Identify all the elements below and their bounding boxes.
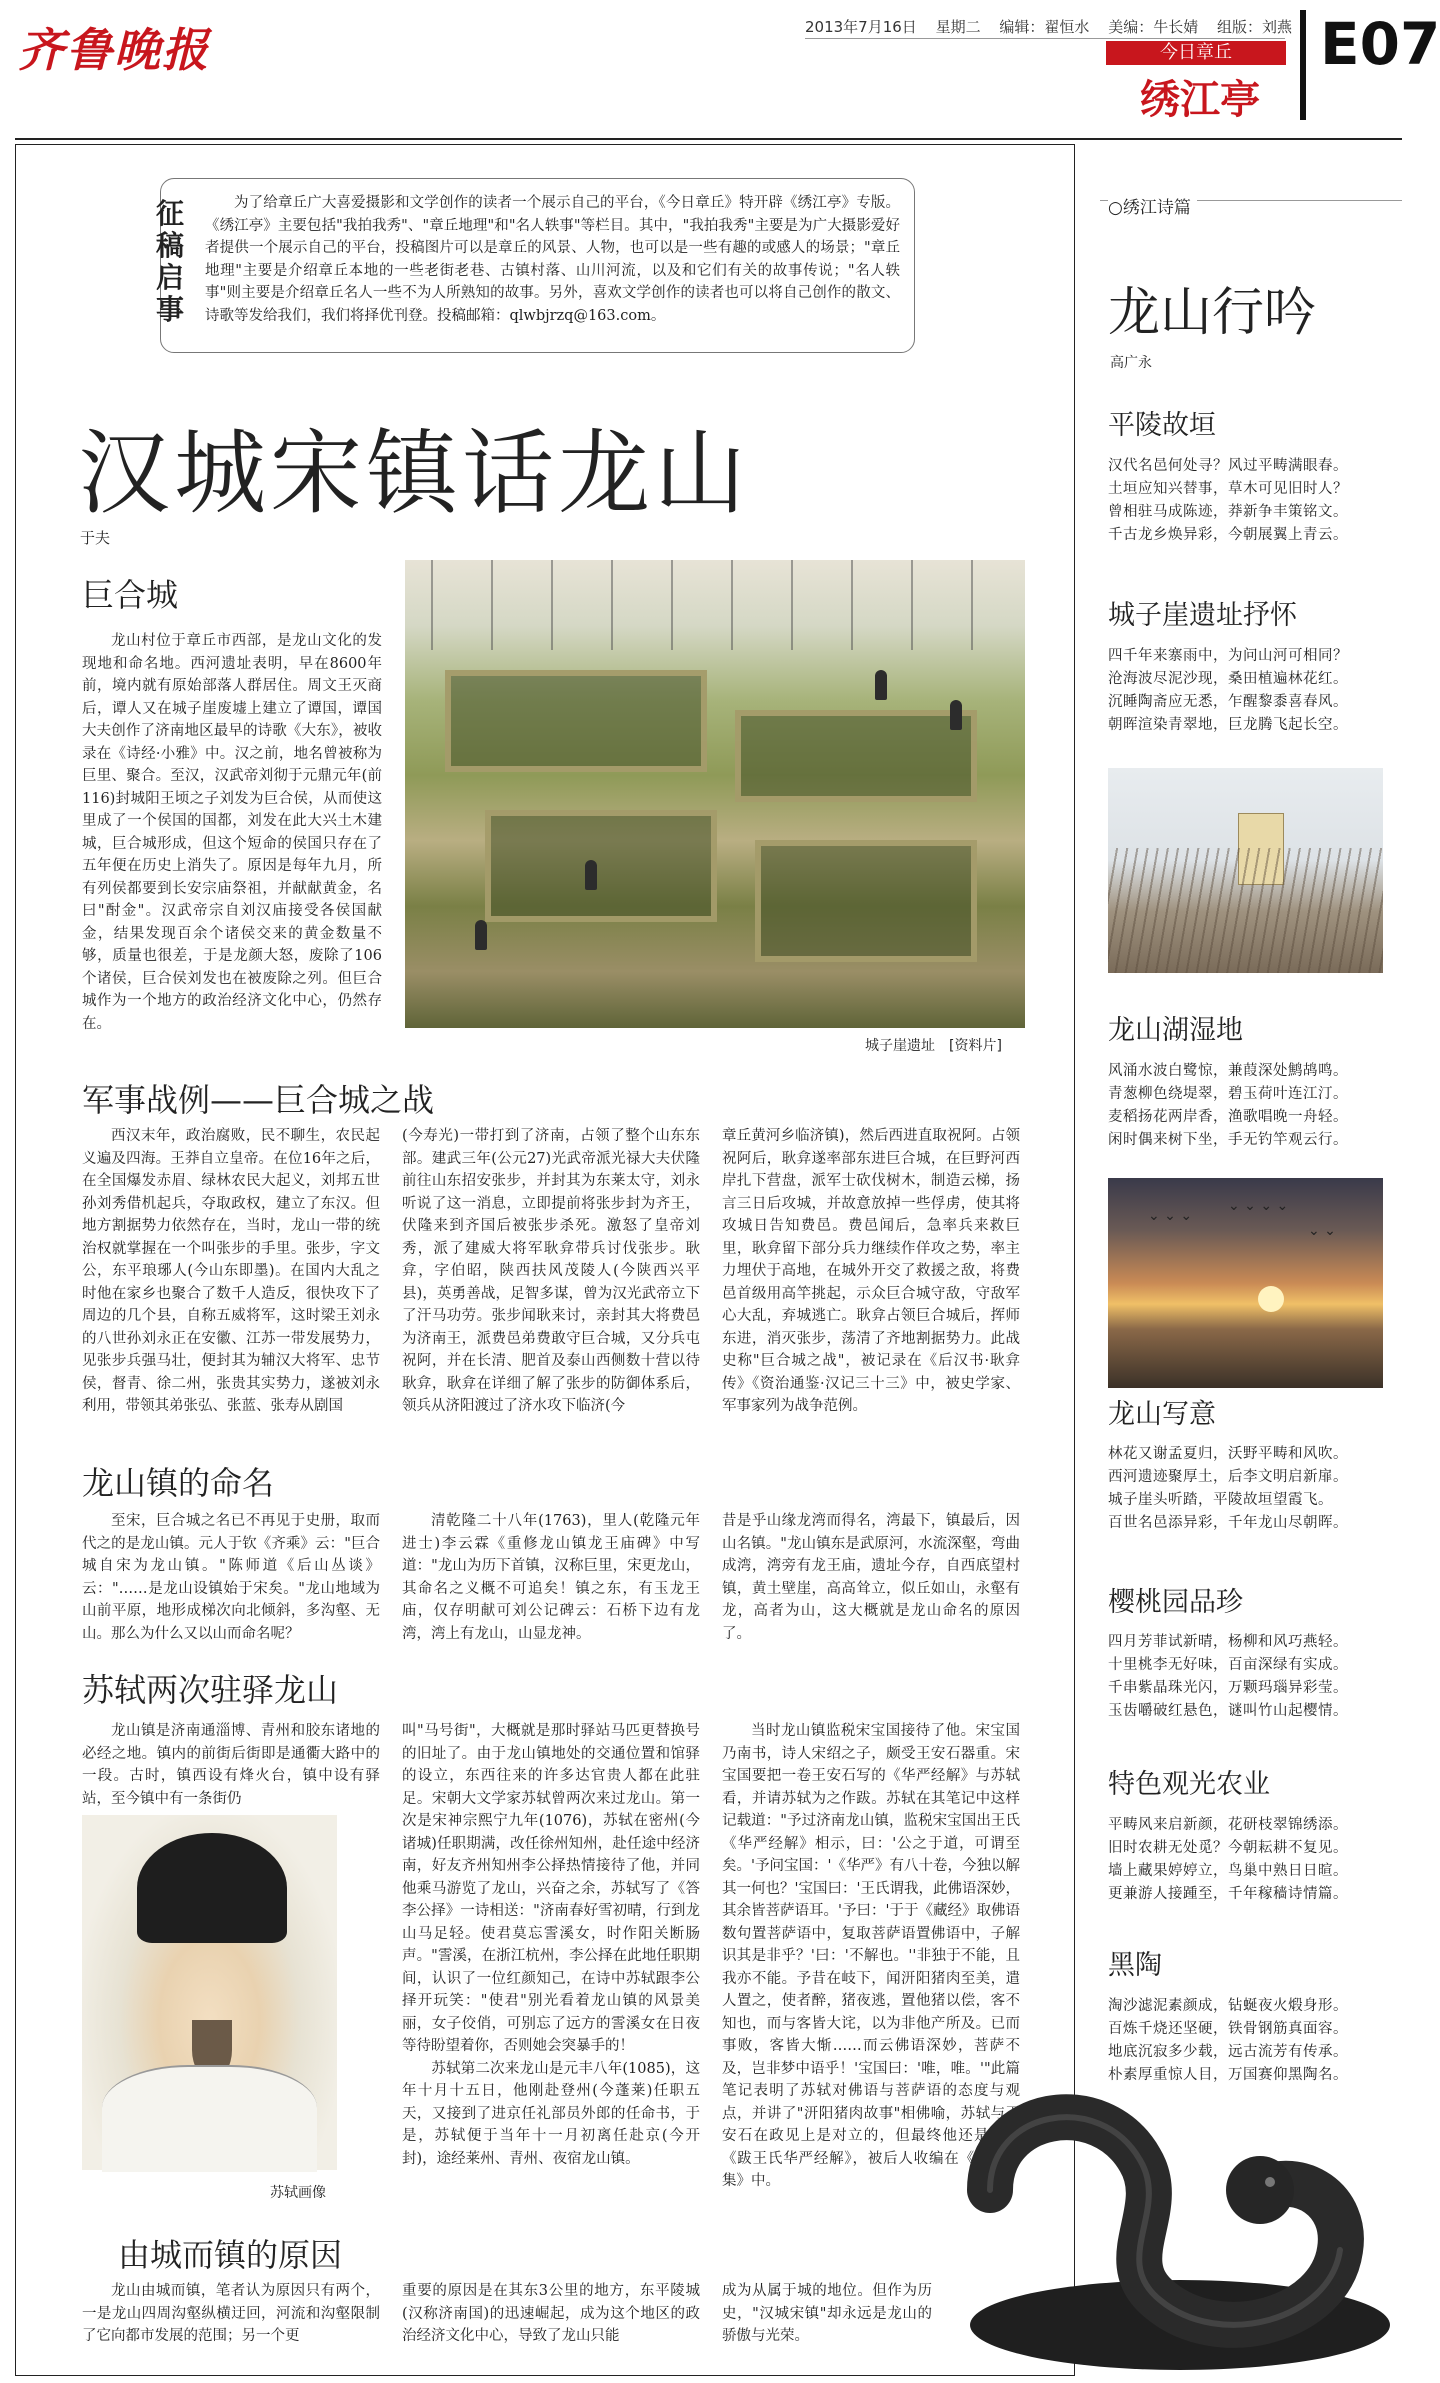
section-text-reason-col2: 重要的原因是在其东3公里的地方，东平陵城(汉称济南国)的迅速崛起，成为这个地区的政治经济文化中心，导致了龙山只能	[402, 2283, 700, 2344]
section-text-naming-col1: 至宋，巨合城之名已不再见于史册，取而代之的是龙山镇。元人于钦《齐乘》云："巨合城自宋为龙山镇。"陈师道《后山丛谈》云："……是龙山设镇始于宋矣。"龙山地域为山前平原，地形成梯次向北倾斜，多沟壑、无山。那么为什么又以山而命名呢？	[82, 1513, 380, 1642]
poem-line: 林花又谢孟夏归，沃野平畴和风吹。	[1108, 1446, 1348, 1462]
poem-line: 青葱柳色绕堤翠，碧玉荷叶连江汀。	[1108, 1086, 1348, 1102]
chengziya-site-photo	[405, 560, 1025, 1028]
poem-body	[1108, 1814, 1348, 1906]
poem-title: 黑陶	[1108, 1950, 1162, 1981]
poem-body	[1108, 455, 1348, 547]
portrait-hat	[137, 1833, 287, 1943]
poem-line: 十里桃李无好味，百亩深绿有实成。	[1108, 1657, 1348, 1673]
poem-line: 平畴风来启新颜，花研枝翠锦绣添。	[1108, 1817, 1348, 1833]
poem-line: 西河遗迹聚厚土，后李文明启新扉。	[1108, 1469, 1348, 1485]
call-for-papers-label: 征稿启事	[155, 197, 184, 326]
photo-trench	[755, 840, 977, 962]
poem-line: 百世名邑添异彩，千年龙山尽朝晖。	[1108, 1515, 1348, 1531]
editor-credit: 编辑：翟恒水	[999, 18, 1090, 36]
section-heading-battle: 军事战例——巨合城之战	[82, 1081, 435, 1119]
poem-line: 淘沙滤泥素颜成，钻蜒夜火煅身形。	[1108, 1998, 1348, 2014]
photo-trees	[405, 560, 1025, 650]
issue-weekday: 星期二	[935, 18, 981, 36]
city-gate-photo	[1108, 768, 1383, 973]
poem-line: 朴素厚重惊人目，万国赛仰黑陶名。	[1108, 2067, 1348, 2083]
dragon-head	[1226, 2156, 1294, 2224]
photo-trench	[735, 710, 977, 802]
section-text-sushi-col3: 当时龙山镇监税宋宝国接待了他。宋宝国乃南书，诗人宋绍之子，颇受王安石器重。宋宝国要把一卷王安石写的《华严经解》与苏轼看，并请苏轼为之作跋。苏轼在其笔记中这样记载道："予过济南龙山镇，监税宋宝国出王氏《华严经解》相示，曰：'公之于道，可谓至矣。'予问宝国：'《华严》有八十卷，今独以解其一何也？'宝国曰：'王氏谓我，此佛语深妙，其余皆菩萨语耳。'予曰：'于于《藏经》取佛语数句置菩萨语中，复取菩萨语置佛语中，子解识其是非乎？'曰：'不解也。''非独于不能，且我亦不能。予昔在岐下，闻汧阳猪肉至美，遣人置之，使者醉，猪夜逃，置他猪以偿，客不知也，而与客皆大诧，以为非他产所及。已而事败，客皆大惭……而云佛语深妙，菩萨不及，岂非梦中语乎！'宝国曰：'唯，唯。'"此篇笔记表明了苏轼对佛语与菩萨语的态度与观点，并讲了"汧阳猪肉故事"相佛喻，苏轼与王安石在政见上是对立的，但最终他还是作了《跋王氏华严经解》，被后人收编在《苏轼文集》中。	[722, 1723, 1020, 2189]
poem-line: 土垣应知兴替事，草木可见旧时人？	[1108, 481, 1348, 497]
dragon-eye	[1265, 2177, 1275, 2187]
poem-body	[1108, 1060, 1348, 1152]
poem-line: 朝晖渲染青翠地，巨龙腾飞起长空。	[1108, 717, 1348, 733]
poem-line: 沧海波尽泥沙现，桑田植遍林花红。	[1108, 671, 1348, 687]
section-text-juhe: 龙山村位于章丘市西部，是龙山文化的发现地和命名地。西河遗址表明，早在8600年前，境内就有原始部落人群居住。周文王灭商后，谭人又在城子崖废墟上建立了谭国，谭国大夫创作了济南地区最早的诗歌《大东》，被收录在《诗经·小雅》中。汉之前，地名曾被称为巨里、聚合。至汉，汉武帝刘彻于元鼎元年(前116)封城阳王顷之子刘发为巨合侯，从而使这里成了一个侯国的国都，刘发在此大兴土木建城，巨合城形成，但这个短命的侯国只存在了五年便在历史上消失了。原因是每年九月，所有列侯都要到长安宗庙祭祖，并献献黄金，名曰"酎金"。汉武帝宗自刘汉庙接受各侯国献金，结果发现百余个诸侯交来的黄金数量不够，质量也很差，于是龙颜大怒，废除了106个诸侯，巨合侯刘发也在被废除之列。但巨合城作为一个地方的政治经济文化中心，仍然存在。	[82, 633, 382, 1032]
poem-body	[1108, 645, 1348, 737]
poem-title: 龙山写意	[1108, 1399, 1216, 1430]
section-text-reason-col1: 龙山由城而镇，笔者认为原因只有两个，一是龙山四周沟壑纵横迂回，河流和沟壑限制了它向都市发展的范围；另一个更	[82, 2283, 380, 2344]
poem-line: 更兼游人接踵至，千年稼穑诗情篇。	[1108, 1886, 1348, 1902]
poem-line: 旧时农耕无处觅？今朝耘耕不复见。	[1108, 1840, 1348, 1856]
photo-bird: ⌄ ⌄ ⌄ ⌄	[1228, 1198, 1289, 1214]
poem-line: 玉齿嚼破红悬色，谜叫竹山起樱情。	[1108, 1703, 1348, 1719]
section-heading-juhe: 巨合城	[82, 576, 179, 614]
section-heading-reason: 由城而镇的原因	[118, 2236, 343, 2274]
section-name: 绣江亭	[1140, 77, 1260, 123]
photo-person	[950, 700, 962, 730]
poem-title: 城子崖遗址抒怀	[1108, 600, 1297, 631]
poem-line: 墙上藏果婷婷立，鸟巢中熟日日暄。	[1108, 1863, 1348, 1879]
photo-bird: ⌄ ⌄ ⌄	[1148, 1208, 1193, 1224]
section-text-battle-col1: 西汉末年，政治腐败，民不聊生，农民起义遍及四海。王莽自立皇帝。在位16年之后，在全国爆发赤眉、绿林农民大起义，刘邦五世孙刘秀借机起兵，夺取政权，建立了东汉。但地方割据势力依然存在，当时，龙山一带的统治权就掌握在一个叫张步的手里。张步，字文公，东平琅琊人(今山东即墨)。在国内大乱之时他在家乡也聚合了数千人造反，很快攻下了周边的几个县，自称五威将军，这时梁王刘永的八世孙刘永正在安徽、江苏一带发展势力，见张步兵强马壮，便封其为辅汉大将军、忠节侯，督青、徐二州，张贵其实势力，遂被刘永利用，带领其弟张弘、张蓝、张寿从剧国	[82, 1128, 380, 1414]
poem-line: 汉代名邑何处寻？风过平畴满眼春。	[1108, 458, 1348, 474]
black-pottery-dragon-image	[930, 2070, 1410, 2380]
poem-title: 平陵故垣	[1108, 410, 1216, 441]
section-heading-naming: 龙山镇的命名	[82, 1464, 275, 1502]
section-text-battle-col2: (今寿光)一带打到了济南，占领了整个山东东部。建武三年(公元27)光武帝派光禄大夫伏隆前往山东招安张步，并封其为东莱太守，刘永听说了这一消息，立即提前将张步封为齐王，伏隆来到齐国后被张步杀死。激怒了皇帝刘秀，派了建威大将军耿弇带兵讨伐张步。耿弇，字伯昭，陕西扶风茂陵人(今陕西兴平县)，英勇善战，足智多谋，曾为汉光武帝立下了汗马功劳。张步闻耿来讨，亲封其大将费邑为济南王，派费邑弟费敢守巨合城，又分兵屯祝阿，并在长清、肥首及泰山西侧数十营以待耿弇，耿弇在详细了解了张步的防御体系后，领兵从济阳渡过了济水攻下临济(今	[402, 1128, 700, 1414]
circle-icon: ○	[1108, 198, 1123, 218]
layout-editor-credit: 组版：刘燕	[1216, 18, 1292, 36]
poem-line: 千古龙乡焕异彩，今朝展翼上青云。	[1108, 527, 1348, 543]
poem-title: 樱桃园品珍	[1108, 1587, 1243, 1618]
article-byline: 于夫	[80, 529, 111, 547]
sidebar-column-label	[1108, 193, 1197, 218]
sushi-portrait	[82, 1815, 337, 2170]
section-text-reason-col3: 成为从属于城的地位。但作为历史，"汉城宋镇"却永远是龙山的骄傲与光荣。	[722, 2283, 932, 2344]
article-title: 汉城宋镇话龙山	[78, 420, 751, 527]
photo-person	[875, 670, 887, 700]
page-divider-bar	[1300, 10, 1306, 120]
portrait-robe	[102, 2065, 317, 2172]
photo-sun	[1258, 1286, 1284, 1312]
sidebar-title: 龙山行吟	[1108, 283, 1317, 343]
page-number: E07	[1320, 10, 1440, 78]
section-text-sushi-col2: 叫"马号街"，大概就是那时驿站马匹更替换号的旧址了。由于龙山镇地处的交通位置和馆驿的设立，东西往来的许多达官贵人都在此驻足。宋朝大文学家苏轼曾两次来过龙山。第一次是宋神宗熙宁九年(1076)，苏轼在密州(今诸城)任职期满，改任徐州知州，赴任途中经济南，好友齐州知州李公择热情接待了他，并同他乘马游览了龙山，兴奋之余，苏轼写了《答李公择》一诗相送："济南春好雪初晴，行到龙山马足轻。使君莫忘霅溪女，时作阳关断肠声。"霅溪，在浙江杭州，李公择在此地任职期间，认识了一位红颜知己，在诗中苏轼跟李公择开玩笑："使君"别光看着龙山镇的风景美丽，女子佼俏，可别忘了远方的霅溪女在日夜等待盼望着你，否则她会突暴手的！ 苏轼第二次来龙山是元丰八年(1085)，这年十月十五日，他刚赴登州(今蓬莱)任职五天，又接到了进京任礼部员外郎的任命书，于是，苏轼便于当年十一月初离任赴京(今开封)，途经莱州、青州、夜宿龙山镇。	[402, 1723, 700, 2167]
poem-body	[1108, 1995, 1348, 2087]
poem-body	[1108, 1443, 1348, 1535]
poem-body	[1108, 1631, 1348, 1723]
photo-bird: ⌄ ⌄	[1308, 1223, 1336, 1239]
wetland-sunset-photo	[1108, 1178, 1383, 1388]
top-rule	[15, 138, 1402, 140]
photo-trench	[485, 810, 717, 922]
section-text-naming-col3: 昔是乎山缘龙湾而得名，湾最下，镇最后，因山名镇。"龙山镇东是武原河，水流深壑，弯曲成湾，湾旁有龙王庙，遗址今存，自西底望村镇，黄土壁崖，高高耸立，似丘如山，永壑有龙，高者为山，这大概就是龙山命名的原因了。	[722, 1513, 1020, 1642]
poem-title: 龙山湖湿地	[1108, 1015, 1243, 1046]
photo-caption: 城子崖遗址 [资料片]	[865, 1038, 1002, 1054]
poem-line: 四千年来寨雨中，为问山河可相同？	[1108, 648, 1348, 664]
edition-tag: 今日章丘	[1106, 41, 1286, 65]
poem-line: 麦稻扬花两岸香，渔歌唱晚一舟轻。	[1108, 1109, 1348, 1125]
poem-line: 曾相驻马成陈迹，莽新争丰策铭文。	[1108, 504, 1348, 520]
poem-line: 百炼千烧还坚硬，铁骨钢筋真面容。	[1108, 2021, 1348, 2037]
newspaper-logo: 齐鲁晚报	[18, 23, 210, 77]
section-text-sushi-col1: 龙山镇是济南通淄博、青州和胶东诸地的必经之地。镇内的前街后街即是通衢大路中的一段。古时，镇西设有烽火台，镇中设有驿站，至今镇中有一条街仍	[82, 1723, 380, 1807]
poem-line: 闲时偶来树下坐，手无钓竿观云行。	[1108, 1132, 1348, 1148]
section-heading-sushi: 苏轼两次驻驿龙山	[82, 1671, 339, 1709]
poem-title: 特色观光农业	[1108, 1769, 1270, 1800]
section-text-naming-col2: 清乾隆二十八年(1763)，里人(乾隆元年进士)李云霖《重修龙山镇龙王庙碑》中写道："龙山为历下首镇，汉称巨里，宋更龙山，其命名之义概不可追矣！镇之东，有玉龙王庙，仅存明献可刘公记碑云：石桥下边有龙湾，湾上有龙山，山显龙神。	[402, 1513, 700, 1642]
art-editor-credit: 美编：牛长婧	[1108, 18, 1199, 36]
poem-line: 风涌水波白鹭惊，兼葭深处鹪鸪鸣。	[1108, 1063, 1348, 1079]
photo-person	[475, 920, 487, 950]
poem-line: 地底沉寂多少载，远古流芳有传承。	[1108, 2044, 1348, 2060]
photo-branches	[1108, 848, 1383, 973]
poem-line: 千串紫晶珠光闪，万颗玛瑙异彩莹。	[1108, 1680, 1348, 1696]
call-for-papers-text: 为了给章丘广大喜爱摄影和文学创作的读者一个展示自己的平台，《今日章丘》特开辟《绣江亭》专版。《绣江亭》主要包括"我拍我秀"、"章丘地理"和"名人轶事"等栏目。其中，"我拍我秀"主要是为广大摄影爱好者提供一个展示自己的平台，投稿图片可以是章丘的风景、人物，也可以是一些有趣的或感人的场景；"章丘地理"主要是介绍章丘本地的一些老街老巷、古镇村落、山川河流，以及和它们有关的故事传说；"名人轶事"则主要是介绍章丘名人一些不为人所熟知的故事。另外，喜欢文学创作的读者也可以将自己创作的散文、诗歌等发给我们，我们将择优刊登。投稿邮箱：qlwbjrzq@163.com。	[205, 195, 900, 324]
photo-person	[585, 860, 597, 890]
poem-line: 沉睡陶斋应无悉，乍醒黎黍喜春风。	[1108, 694, 1348, 710]
portrait-caption: 苏轼画像	[270, 2185, 326, 2201]
section-text-battle-col3: 章丘黄河乡临济镇)，然后西进直取祝阿。占领祝阿后，耿弇遂率部东进巨合城，在巨野河西岸扎下营盘，派军士砍伐树木，制造云梯，扬言三日后攻城，并故意放掉一些俘虏，使其将攻城日告知费邑。费邑闻后，急率兵来救巨里，耿弇留下部分兵力继续作佯攻之势，率主力埋伏于高地，在城外开交了救援之敌，将费邑首级用高竿挑起，示众巨合城守敌，守敌军心大乱，弃城逃亡。耿弇占领巨合城后，挥师东进，消灭张步，荡清了齐地割据势力。此战史称"巨合城之战"，被记录在《后汉书·耿弇传》《资治通鉴·汉记三十三》中，被史学家、军事家列为战争范例。	[722, 1128, 1020, 1414]
header-info	[805, 16, 1306, 37]
sidebar-author: 高广永	[1110, 355, 1152, 371]
poem-line: 城子崖头听踏，平陵故垣望霞飞。	[1108, 1492, 1333, 1508]
photo-trench	[445, 670, 707, 772]
header-rule	[805, 38, 1285, 39]
issue-date: 2013年7月16日	[805, 18, 917, 36]
poem-line: 四月芳菲试新晴，杨柳和风巧燕轻。	[1108, 1634, 1348, 1650]
sidebar-column-label-text: 绣江诗篇	[1122, 198, 1191, 218]
